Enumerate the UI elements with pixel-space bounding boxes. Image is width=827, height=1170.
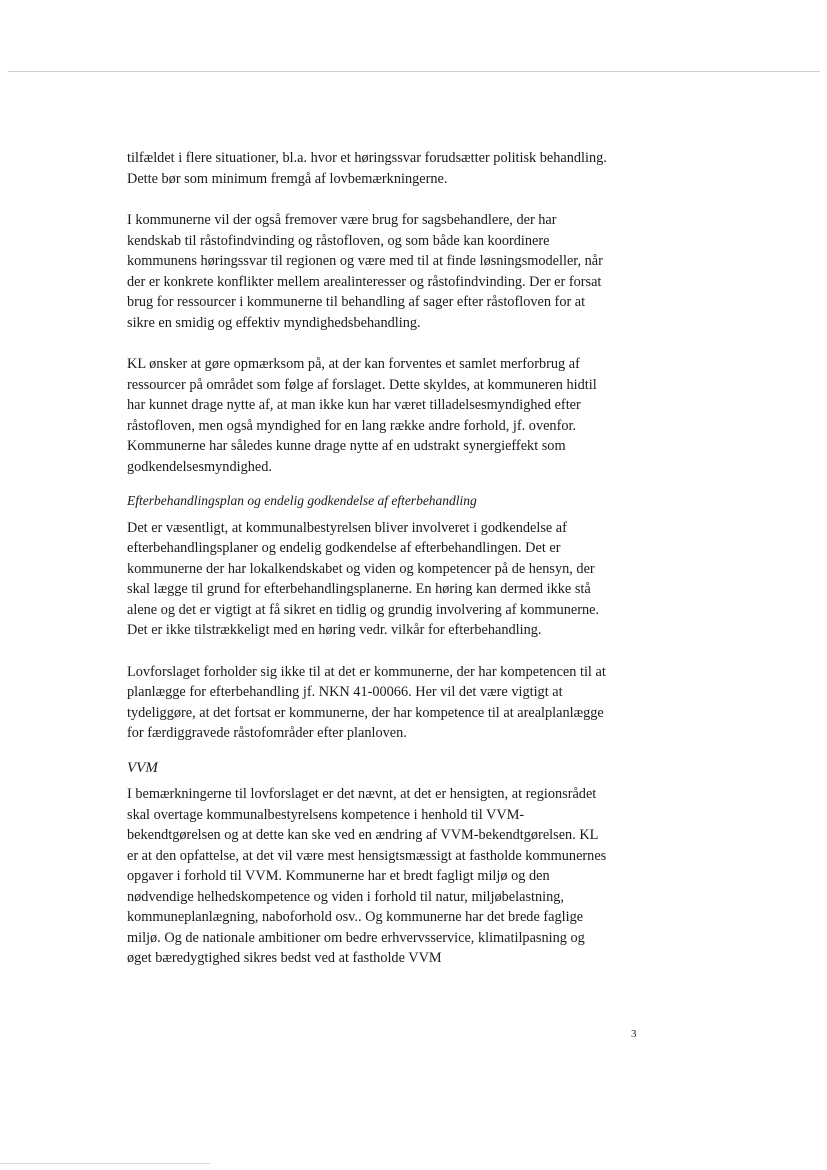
paragraph: I kommunerne vil der også fremover være brug for sagsbehandlere, der har kendskab til råstofindvinding og råstofloven, og som både kan koordinere kommunens høringssvar til regionen og være med til at finde løsningsmodeller, når der er konkrete konflikter mellem arealinteresser og råstofindvinding. Der er forsat brug for ressourcer i kommunerne til behandling af sager efter råstofloven for at sikre en smidig og effektiv myndighedsbehandling. bbox=[127, 212, 603, 331]
paragraph: I bemærkningerne til lovforslaget er det nævnt, at det er hensigten, at regionsrådet skal overtage kommunalbestyrelsens kompetence i henhold til VVM-bekendtgørelsen og at dette kan ske ved en ændring af VVM-bekendtgørelsen. KL er at den opfattelse, at det vil være mest hensigtsmæssigt at fastholde kommunernes opgaver i forhold til VVM. Kommunerne har et bredt fagligt miljø og den nødvendige helhedskompetence og viden i forhold til natur, miljøbelastning, kommuneplanlægning, naboforhold osv.. Og kommunerne har det brede faglige miljø. Og de nationale ambitioner om bedre erhvervsservice, klimatilpasning og øget bæredygtighed sikres bedst ved at fastholde VVM bbox=[127, 786, 607, 966]
paragraph: Det er væsentligt, at kommunalbestyrelsen bliver involveret i godkendelse af efterbehandlingsplaner og endelig godkendelse af efterbehandlingen. Det er kommunerne der har lokalkendskabet og viden og kompetencer på de hensyn, der skal lægge til grund for efterbehandlingsplanerne. En høring kan dermed ikke stå alene og det er vigtigt at få sikret en tidlig og grundig involvering af kommunerne. Det er ikke tilstrækkeligt med en høring vedr. vilkår for efterbehandling. bbox=[127, 519, 600, 638]
paragraph: KL ønsker at gøre opmærksom på, at der kan forventes et samlet merforbrug af ressourcer på området som følge af forslaget. Dette skyldes, at kommuneren hidtil har kunnet drage nytte af, at man ikke kun har været tilladelsesmyndighed efter råstofloven, men også myndighed for en lang række andre forhold, jf. ovenfor. Kommunerne har således kunne drage nytte af en udstrakt synergieffekt som godkendelsesmyndighed. bbox=[127, 356, 597, 475]
header-rule bbox=[8, 71, 820, 72]
section-heading: VVM bbox=[127, 759, 158, 776]
section-heading: Efterbehandlingsplan og endelig godkendelse af efterbehandling bbox=[127, 493, 477, 508]
paragraph: tilfældet i flere situationer, bl.a. hvor et høringssvar forudsætter politisk behandling. Dette bør som minimum fremgå af lovbemærkningerne. bbox=[127, 150, 607, 187]
document-body bbox=[127, 148, 607, 990]
footer-rule bbox=[0, 1163, 210, 1164]
paragraph: Lovforslaget forholder sig ikke til at det er kommunerne, der har kompetencen til at planlægge for efterbehandling jf. NKN 41-00066. Her vil det være vigtigt at tydeliggøre, at det fortsat er kommunerne, der har kompetence til at arealplanlægge for færdiggravede råstofområder efter planloven. bbox=[127, 663, 606, 741]
page-number: 3 bbox=[631, 1028, 637, 1040]
